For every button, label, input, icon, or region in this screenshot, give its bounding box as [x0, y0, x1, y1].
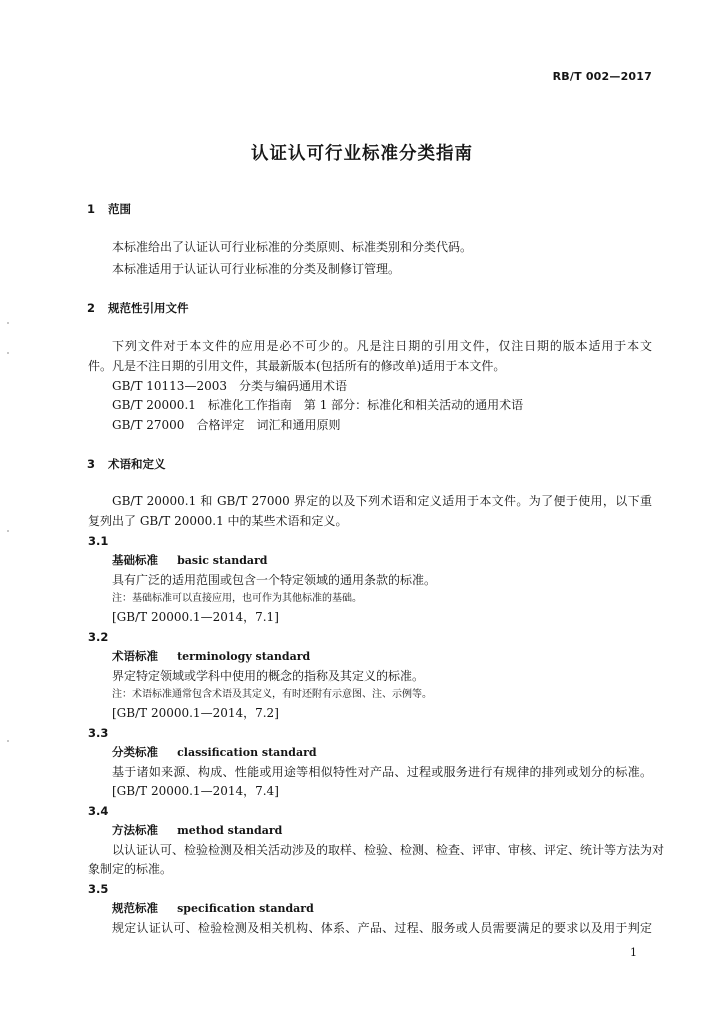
section-3-line-2: 复列出了 GB/T 20000.1 中的某些术语和定义。 [88, 514, 348, 528]
term-3-5-zh: 规范标准 [112, 901, 158, 915]
section-1-number: 1 [87, 202, 96, 216]
term-3-5-en: specification standard [177, 902, 314, 915]
term-3-1-note: 注：基础标准可以直接应用，也可作为其他标准的基础。 [112, 593, 362, 604]
reference-1: GB/T 10113—2003 分类与编码通用术语 [112, 379, 347, 393]
section-1-line-2: 本标准适用于认证认可行业标准的分类及制修订管理。 [112, 262, 401, 276]
term-3-3-number: 3.3 [88, 726, 109, 740]
term-3-4-definition-2: 象制定的标准。 [88, 862, 173, 876]
term-3-1-en: basic standard [177, 554, 268, 567]
term-3-1-heading [112, 553, 268, 568]
section-1-heading: 范围 [108, 202, 131, 216]
term-3-1-definition: 具有广泛的适用范围或包含一个特定领域的通用条款的标准。 [112, 573, 437, 587]
term-3-2-note: 注：术语标准通常包含术语及其定义，有时还附有示意图、注、示例等。 [112, 689, 432, 700]
term-3-1-reference: [GB/T 20000.1—2014，7.1] [112, 610, 279, 624]
term-3-2-number: 3.2 [88, 630, 109, 644]
section-1-line-1: 本标准给出了认证认可行业标准的分类原则、标准类别和分类代码。 [112, 240, 473, 254]
section-2-heading: 规范性引用文件 [108, 301, 189, 315]
standard-code: RB/T 002—2017 [552, 70, 652, 83]
term-3-5-definition: 规定认证认可、检验检测及相关机构、体系、产品、过程、服务或人员需要满足的要求以及用于判定 [112, 921, 652, 935]
section-2-number: 2 [87, 301, 96, 315]
section-2-line-2: 件。凡是不注日期的引用文件，其最新版本(包括所有的修改单)适用于本文件。 [88, 359, 506, 373]
scan-speck [7, 530, 9, 532]
section-3-line-1: GB/T 20000.1 和 GB/T 27000 界定的以及下列术语和定义适用于本文件。为了便于使用，以下重 [112, 494, 652, 508]
document-title: 认证认可行业标准分类指南 [251, 144, 473, 164]
term-3-4-number: 3.4 [88, 804, 109, 818]
term-3-2-reference: [GB/T 20000.1—2014，7.2] [112, 706, 279, 720]
section-3-number: 3 [87, 457, 96, 471]
page-number: 1 [630, 946, 637, 959]
reference-2: GB/T 20000.1 标准化工作指南 第 1 部分：标准化和相关活动的通用术语 [112, 398, 524, 412]
term-3-3-zh: 分类标准 [112, 745, 158, 759]
term-3-2-definition: 界定特定领域或学科中使用的概念的指称及其定义的标准。 [112, 669, 425, 683]
term-3-4-definition-1: 以认证认可、检验检测及相关活动涉及的取样、检验、检测、检查、评审、审核、评定、统计等方法为对 [112, 843, 665, 857]
term-3-5-number: 3.5 [88, 882, 109, 896]
term-3-4-en: method standard [177, 824, 283, 837]
scan-speck [7, 322, 9, 324]
term-3-4-heading [112, 823, 282, 838]
reference-3: GB/T 27000 合格评定 词汇和通用原则 [112, 418, 341, 432]
term-3-1-number: 3.1 [88, 534, 109, 548]
term-3-2-zh: 术语标准 [112, 649, 158, 663]
section-3-heading: 术语和定义 [108, 457, 166, 471]
term-3-3-definition: 基于诸如来源、构成、性能或用途等相似特性对产品、过程或服务进行有规律的排列或划分的标准。 [112, 765, 652, 779]
term-3-2-heading [112, 649, 310, 664]
term-3-3-reference: [GB/T 20000.1—2014，7.4] [112, 784, 279, 798]
term-3-3-heading [112, 745, 317, 760]
term-3-1-zh: 基础标准 [112, 553, 158, 567]
term-3-2-en: terminology standard [177, 650, 311, 663]
section-2-line-1: 下列文件对于本文件的应用是必不可少的。凡是注日期的引用文件，仅注日期的版本适用于本文 [112, 339, 652, 353]
scan-speck [7, 740, 9, 742]
term-3-5-heading [112, 901, 314, 916]
scan-speck [7, 352, 9, 354]
term-3-3-en: classification standard [177, 746, 317, 759]
term-3-4-zh: 方法标准 [112, 823, 158, 837]
